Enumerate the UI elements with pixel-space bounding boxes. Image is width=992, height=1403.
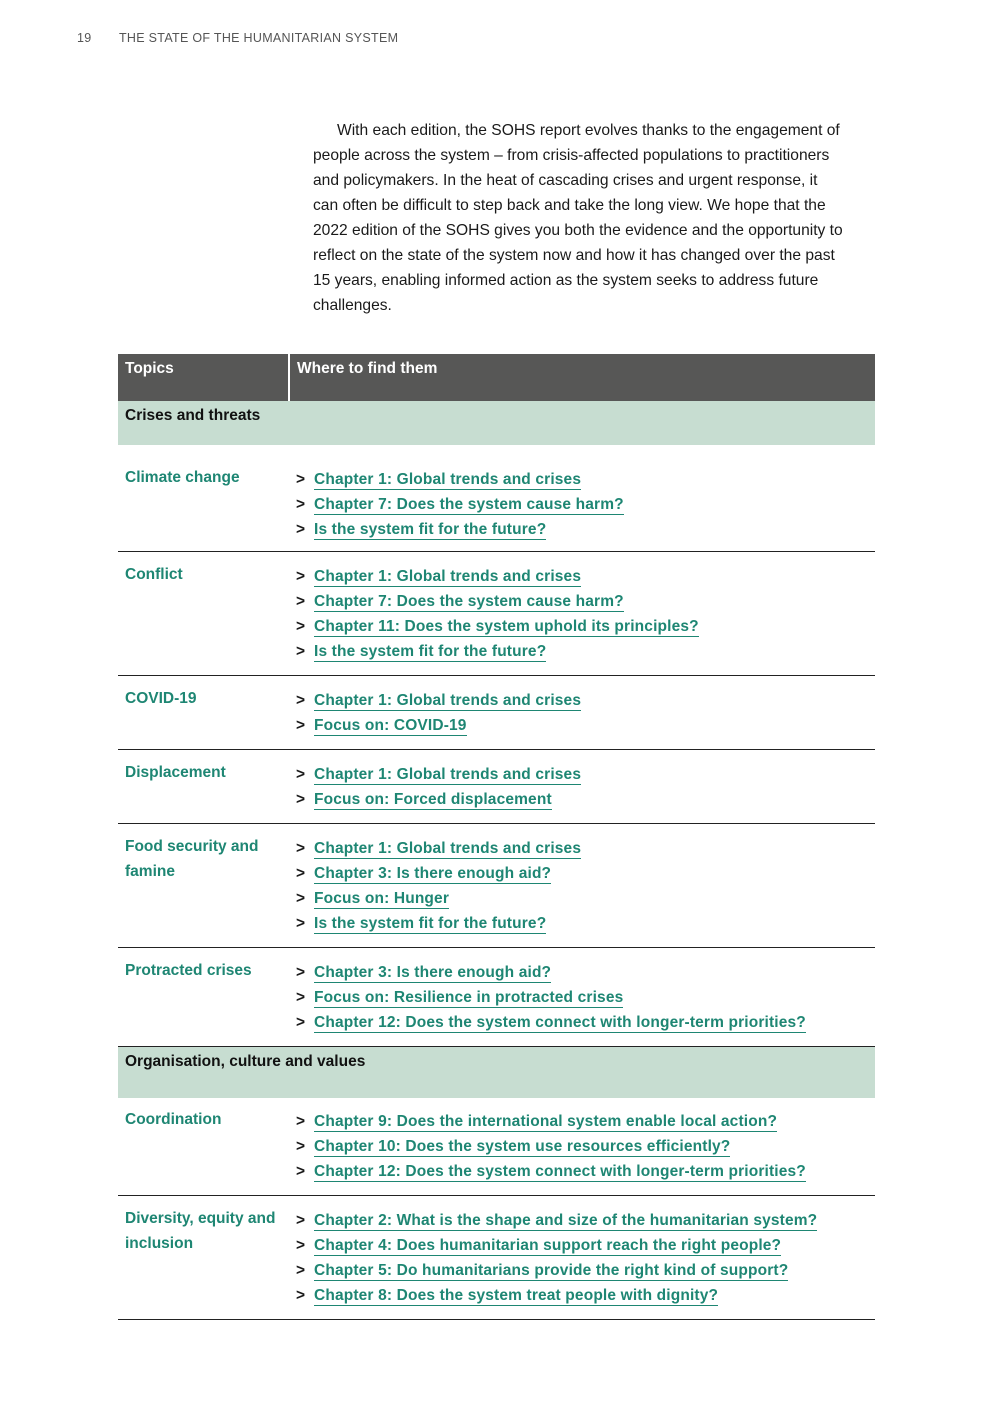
table-row — [118, 1098, 875, 1196]
topic-name: Displacement — [118, 750, 289, 824]
chevron-right-icon: > — [296, 989, 306, 1006]
chapter-link[interactable]: Chapter 12: Does the system connect with longer-term priorities? — [314, 1014, 806, 1031]
table-row — [118, 948, 875, 1047]
chevron-right-icon: > — [296, 593, 306, 610]
topic-name: Conflict — [118, 552, 289, 676]
topic-links — [289, 1098, 875, 1196]
list-item — [296, 985, 875, 1010]
link-list — [296, 836, 875, 936]
list-item — [296, 589, 875, 614]
list-item — [296, 614, 875, 639]
chevron-right-icon: > — [296, 890, 306, 907]
table-header-row — [118, 354, 875, 401]
chevron-right-icon: > — [296, 915, 306, 932]
chevron-right-icon: > — [296, 618, 306, 635]
chapter-link[interactable]: Chapter 10: Does the system use resources efficiently? — [314, 1138, 731, 1155]
list-item — [296, 762, 875, 787]
list-item — [296, 861, 875, 886]
chevron-right-icon: > — [296, 496, 306, 513]
topic-name: Protracted crises — [118, 948, 289, 1047]
chapter-link[interactable]: Chapter 3: Is there enough aid? — [314, 964, 552, 981]
topic-name: Diversity, equity and inclusion — [118, 1196, 289, 1320]
chapter-link[interactable]: Focus on: Forced displacement — [314, 791, 552, 808]
topic-links — [289, 552, 875, 676]
chapter-link[interactable]: Is the system fit for the future? — [314, 643, 547, 660]
list-item — [296, 1258, 875, 1283]
topic-links — [289, 824, 875, 948]
chevron-right-icon: > — [296, 643, 306, 660]
topic-links — [289, 676, 875, 750]
chapter-link[interactable]: Chapter 8: Does the system treat people with dignity? — [314, 1287, 719, 1304]
list-item — [296, 492, 875, 517]
chevron-right-icon: > — [296, 1113, 306, 1130]
intro-paragraph — [313, 118, 843, 318]
topic-links — [289, 750, 875, 824]
list-item — [296, 1010, 875, 1035]
topic-name: COVID-19 — [118, 676, 289, 750]
link-list — [296, 1208, 875, 1308]
section-title: Organisation, culture and values — [118, 1047, 875, 1099]
chevron-right-icon: > — [296, 1287, 306, 1304]
chevron-right-icon: > — [296, 1237, 306, 1254]
table-row — [118, 445, 875, 552]
chevron-right-icon: > — [296, 766, 306, 783]
list-item — [296, 1109, 875, 1134]
list-item — [296, 1159, 875, 1184]
chapter-link[interactable]: Chapter 2: What is the shape and size of the humanitarian system? — [314, 1212, 818, 1229]
topic-links — [289, 948, 875, 1047]
link-list — [296, 1109, 875, 1184]
list-item — [296, 787, 875, 812]
list-item — [296, 688, 875, 713]
table-row — [118, 1196, 875, 1320]
link-list — [296, 960, 875, 1035]
chevron-right-icon: > — [296, 865, 306, 882]
section-title: Crises and threats — [118, 401, 875, 445]
chevron-right-icon: > — [296, 840, 306, 857]
publication-title: THE STATE OF THE HUMANITARIAN SYSTEM — [119, 31, 399, 45]
chevron-right-icon: > — [296, 1138, 306, 1155]
chapter-link[interactable]: Chapter 1: Global trends and crises — [314, 766, 582, 783]
chapter-link[interactable]: Focus on: COVID-19 — [314, 717, 467, 734]
list-item — [296, 886, 875, 911]
chapter-link[interactable]: Chapter 7: Does the system cause harm? — [314, 593, 624, 610]
link-list — [296, 688, 875, 738]
chevron-right-icon: > — [296, 964, 306, 981]
chapter-link[interactable]: Chapter 5: Do humanitarians provide the right kind of support? — [314, 1262, 789, 1279]
chevron-right-icon: > — [296, 1163, 306, 1180]
chevron-right-icon: > — [296, 521, 306, 538]
table-row — [118, 676, 875, 750]
chapter-link[interactable]: Chapter 11: Does the system uphold its principles? — [314, 618, 699, 635]
chevron-right-icon: > — [296, 717, 306, 734]
chevron-right-icon: > — [296, 568, 306, 585]
chevron-right-icon: > — [296, 1014, 306, 1031]
topic-links — [289, 445, 875, 552]
table-row — [118, 750, 875, 824]
table-row — [118, 824, 875, 948]
list-item — [296, 564, 875, 589]
chapter-link[interactable]: Focus on: Resilience in protracted crises — [314, 989, 624, 1006]
chevron-right-icon: > — [296, 1212, 306, 1229]
chevron-right-icon: > — [296, 471, 306, 488]
list-item — [296, 1134, 875, 1159]
table-row — [118, 552, 875, 676]
chevron-right-icon: > — [296, 692, 306, 709]
page-number: 19 — [77, 31, 92, 45]
chapter-link[interactable]: Is the system fit for the future? — [314, 521, 547, 538]
list-item — [296, 639, 875, 664]
chapter-link[interactable]: Chapter 4: Does humanitarian support reach the right people? — [314, 1237, 782, 1254]
chevron-right-icon: > — [296, 1262, 306, 1279]
list-item — [296, 713, 875, 738]
list-item — [296, 1208, 875, 1233]
chapter-link[interactable]: Chapter 9: Does the international system enable local action? — [314, 1113, 778, 1130]
chapter-link[interactable]: Chapter 7: Does the system cause harm? — [314, 496, 624, 513]
chapter-link[interactable]: Focus on: Hunger — [314, 890, 450, 907]
topics-table — [118, 354, 875, 1320]
list-item — [296, 836, 875, 861]
topic-name: Climate change — [118, 445, 289, 552]
chapter-link[interactable]: Chapter 12: Does the system connect with longer-term priorities? — [314, 1163, 806, 1180]
chapter-link[interactable]: Chapter 1: Global trends and crises — [314, 692, 582, 709]
running-header — [77, 31, 398, 45]
link-list — [296, 762, 875, 812]
section-row — [118, 1047, 875, 1099]
link-list — [296, 467, 875, 542]
chapter-link[interactable]: Chapter 1: Global trends and crises — [314, 840, 582, 857]
section-row — [118, 401, 875, 445]
intro-text: With each edition, the SOHS report evolves thanks to the engagement of people across the system – from crisis-affected populations to practitioners and policymakers. In the heat of cascading crises and urgent response, it can often be difficult to step back and take the long view. We hope that the 2022 edition of the SOHS gives you both the evidence and the opportunity to reflect on the state of the system now and how it has changed over the past 15 years, enabling informed action as the system seeks to address future challenges. — [313, 122, 843, 314]
chapter-link[interactable]: Chapter 1: Global trends and crises — [314, 568, 582, 585]
topic-name: Food security and famine — [118, 824, 289, 948]
chapter-link[interactable]: Chapter 3: Is there enough aid? — [314, 865, 552, 882]
header-where-to-find: Where to find them — [289, 354, 875, 401]
list-item — [296, 467, 875, 492]
chapter-link[interactable]: Chapter 1: Global trends and crises — [314, 471, 582, 488]
chapter-link[interactable]: Is the system fit for the future? — [314, 915, 547, 932]
chevron-right-icon: > — [296, 791, 306, 808]
list-item — [296, 960, 875, 985]
topic-links — [289, 1196, 875, 1320]
link-list — [296, 564, 875, 664]
list-item — [296, 517, 875, 542]
list-item — [296, 911, 875, 936]
topic-name: Coordination — [118, 1098, 289, 1196]
list-item — [296, 1233, 875, 1258]
list-item — [296, 1283, 875, 1308]
header-topics: Topics — [118, 354, 289, 401]
